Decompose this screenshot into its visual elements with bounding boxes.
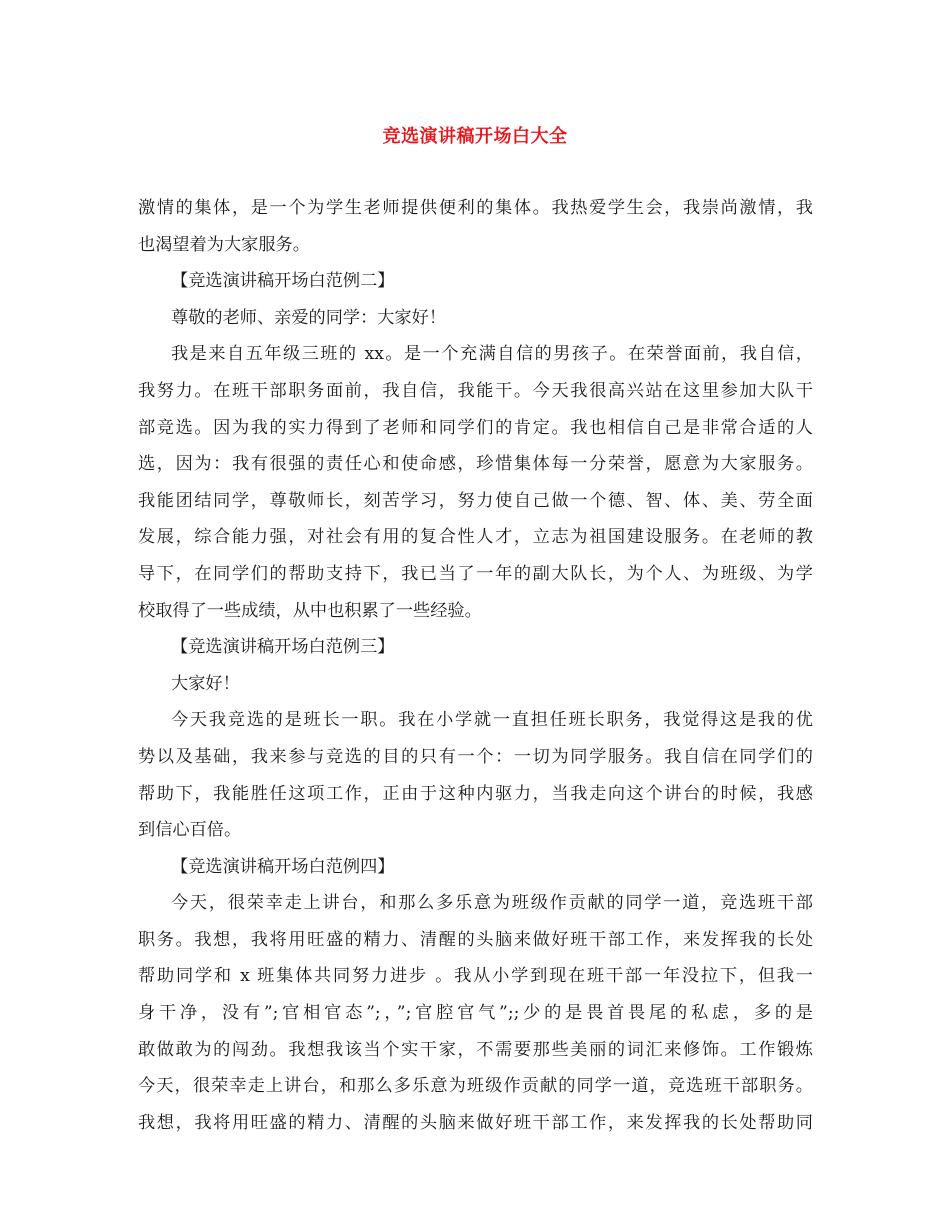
paragraph-line: 帮助下，我能胜任这项工作，正由于这种内驱力，当我走向这个讲台的时候，我感 [138, 783, 813, 804]
paragraph-line: 校取得了一些成绩，从中也积累了一些经验。 [138, 600, 482, 621]
paragraph-line: 选，因为：我有很强的责任心和使命感，珍惜集体每一分荣誉，愿意为大家服务。 [138, 454, 813, 475]
paragraph-line: 导下，在同学们的帮助支持下，我已当了一年的副大队长，为个人、为班级、为学 [138, 563, 813, 584]
paragraph-line: 我努力。在班干部职务面前，我自信，我能干。今天我很高兴站在这里参加大队干 [138, 380, 813, 401]
section-heading: 【竞选演讲稿开场白范例二】 [171, 271, 395, 292]
document-body [138, 190, 813, 1141]
paragraph-line: 今天我竞选的是班长一职。我在小学就一直担任班长职务，我觉得这是我的优 [171, 710, 813, 731]
paragraph-line: 职务。我想，我将用旺盛的精力、清醒的头脑来做好班干部工作，来发挥我的长处 [138, 929, 813, 950]
paragraph-line: 发展，综合能力强，对社会有用的复合性人才，立志为祖国建设服务。在老师的教 [138, 527, 813, 548]
paragraph-line: 部竞选。因为我的实力得到了老师和同学们的肯定。我也相信自己是非常合适的人 [138, 417, 813, 438]
paragraph-line: 尊敬的老师、亲爱的同学：大家好！ [171, 307, 447, 328]
document-title: 竞选演讲稿开场白大全 [382, 126, 568, 147]
paragraph-line: 今天，很荣幸走上讲台，和那么多乐意为班级作贡献的同学一道，竞选班干部 [171, 893, 813, 914]
paragraph-line: 大家好！ [171, 673, 240, 694]
paragraph-line: 我是来自五年级三班的 xx。是一个充满自信的男孩子。在荣誉面前，我自信， [171, 344, 813, 365]
paragraph-line: 我想，我将用旺盛的精力、清醒的头脑来做好班干部工作，来发挥我的长处帮助同 [138, 1112, 813, 1133]
paragraph-line: 势以及基础，我来参与竞选的目的只有一个：一切为同学服务。我自信在同学们的 [138, 746, 813, 767]
paragraph-line: 敢做敢为的闯劲。我想我该当个实干家，不需要那些美丽的词汇来修饰。工作锻炼 [138, 1039, 813, 1060]
paragraph-line: 也渴望着为大家服务。 [138, 234, 310, 255]
paragraph-line: 身干净，没有”;官相官态”;，”;官腔官气”;;少的是畏首畏尾的私虑，多的是 [138, 1003, 813, 1024]
paragraph-line: 激情的集体，是一个为学生老师提供便利的集体。我热爱学生会，我崇尚激情，我 [138, 198, 813, 218]
section-heading: 【竞选演讲稿开场白范例四】 [171, 856, 395, 877]
section-heading: 【竞选演讲稿开场白范例三】 [171, 637, 395, 658]
paragraph-line: 我能团结同学，尊敬师长，刻苦学习，努力使自己做一个德、智、体、美、劳全面 [138, 490, 813, 511]
paragraph-line: 帮助同学和 x 班集体共同努力进步 。我从小学到现在班干部一年没拉下，但我一 [138, 966, 813, 987]
paragraph-line: 到信心百倍。 [138, 820, 242, 841]
paragraph-line: 今天，很荣幸走上讲台，和那么多乐意为班级作贡献的同学一道，竞选班干部职务。 [138, 1076, 813, 1097]
